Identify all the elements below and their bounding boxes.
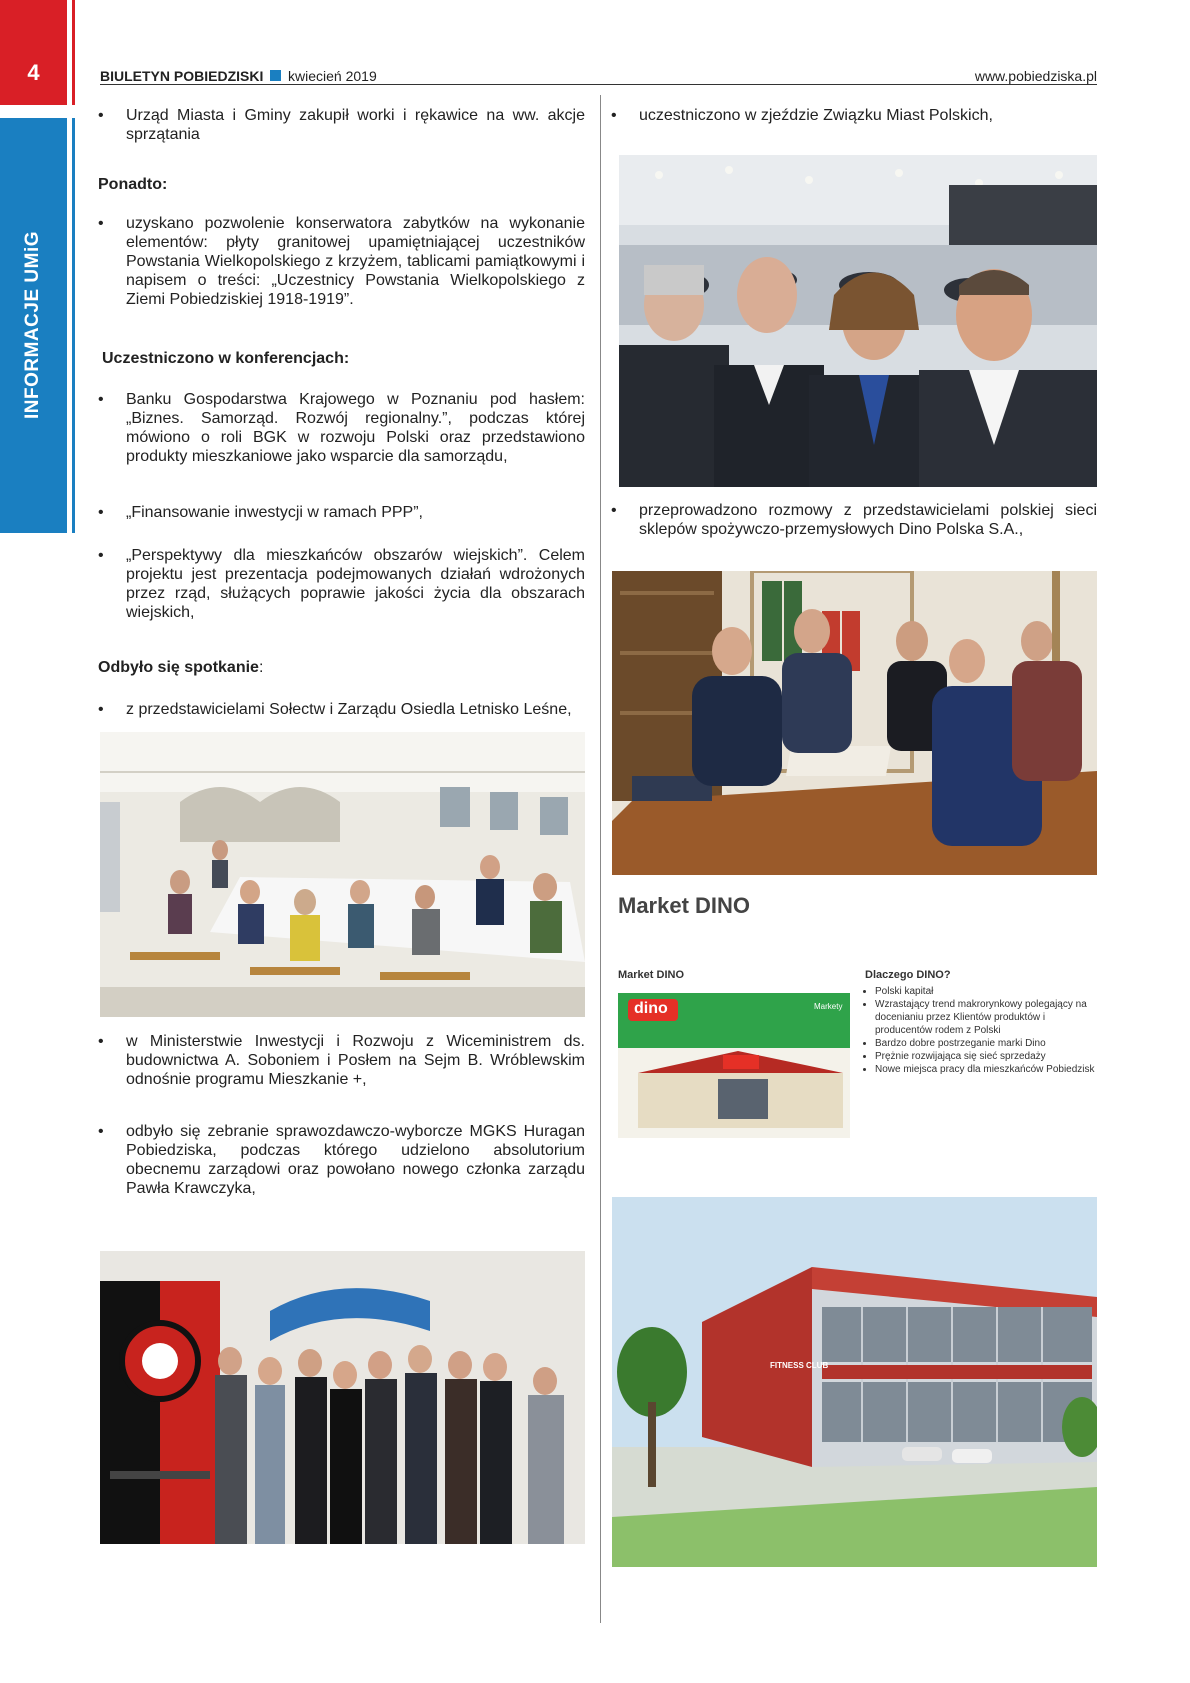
dino-logo: dino	[634, 1000, 668, 1017]
bullet-icon: •	[98, 701, 104, 718]
slide-point: • Prężnie rozwijająca się sieć sprzedaży	[875, 1050, 1097, 1063]
bullet-icon: •	[98, 391, 104, 408]
slide-left-label: Market DINO	[618, 969, 685, 981]
page-number: 4	[27, 60, 40, 85]
bullet-icon: •	[98, 504, 104, 521]
list-item: • „Finansowanie inwestycji w ramach PPP”,	[98, 504, 423, 521]
bullet-icon: •	[98, 107, 104, 124]
page-number-tab	[0, 0, 67, 105]
slide-title: Market DINO	[618, 893, 751, 918]
publication-title: BIULETYN POBIEDZISKI	[100, 68, 264, 84]
list-item: • z przedstawicielami Sołectw i Zarządu Osiedla Letnisko Leśne,	[98, 701, 572, 718]
issue-date: kwiecień 2019	[288, 68, 377, 84]
bullet-icon: •	[611, 107, 617, 124]
subheading-konferencje: Uczestniczono w konferencjach:	[102, 350, 350, 367]
slide-right-title: Dlaczego DINO?	[865, 969, 951, 981]
slide-points	[865, 985, 1097, 1076]
list-item: • „Perspektywy dla mieszkańców obszarów wiejskich”. Celem projektu jest prezentacja podejmowanych działań wdrożonych przez rząd, służących poprawie jakości życia dla obszarach wiejskich,	[98, 547, 585, 621]
photo-solectwa-meeting	[100, 732, 585, 1017]
slide-market-dino	[612, 893, 1097, 1163]
slide-point: • Wzrastający trend makrorynkowy polegający na docenianiu przez Klientów produktów i producentów rodem z Polski	[875, 998, 1097, 1037]
photo-union-of-cities	[619, 155, 1097, 487]
list-item: • Banku Gospodarstwa Krajowego w Poznaniu pod hasłem: „Biznes. Samorząd. Rozwój regionalny.”, podczas której mówiono o roli BGK w rozwoju Polski oraz przedstawiono produkty mieszkaniowe jako wsparcie dla samorządu,	[98, 391, 585, 465]
website-link[interactable]: www.pobiedziska.pl	[974, 68, 1097, 84]
slide-point: • Nowe miejsca pracy dla mieszkańców Pobiedzisk	[875, 1063, 1097, 1076]
subheading-spotkanie: Odbyło się spotkanie:	[98, 659, 264, 676]
list-item: • uczestniczono w zjeździe Związku Miast Polskich,	[611, 107, 993, 124]
photo-mgks-huragan-group	[100, 1251, 585, 1544]
list-item: • uzyskano pozwolenie konserwatora zabytków na wykonanie elementów: płyty granitowej upamiętniającej uczestników Powstania Wielkopolskiego z krzyżem, tablicami pamiątkowymi i napisem o treści: „Uczestnicy Powstania Wielkopolskiego z Ziemi Pobiedziskiej 1918-1919”.	[98, 215, 585, 308]
dino-store-illustration	[618, 993, 850, 1138]
bullet-icon: •	[611, 502, 617, 519]
dino-banner: Markety	[814, 1002, 843, 1011]
bullet-icon: •	[98, 1123, 104, 1140]
list-item: • przeprowadzono rozmowy z przedstawicielami polskiej sieci sklepów spożywczo-przemysłowych Dino Polska S.A.,	[611, 502, 1097, 538]
photo-fitness-club-rendering	[612, 1197, 1097, 1567]
bullet-icon: •	[98, 1033, 104, 1050]
fitness-club-sign: FITNESS CLUB	[770, 1361, 829, 1370]
bullet-icon: •	[98, 215, 104, 232]
photo-dino-meeting	[612, 571, 1097, 875]
subheading-ponadto: Ponadto:	[98, 176, 168, 193]
list-item: • w Ministerstwie Inwestycji i Rozwoju z Wiceministrem ds. budownictwa A. Soboniem i Posłem na Sejm B. Wróblewskim odnośnie programu Mieszkanie +,	[98, 1033, 585, 1088]
list-item: • odbyło się zebranie sprawozdawczo-wyborcze MGKS Huragan Pobiedziska, podczas którego udzielono absolutorium obecnemu zarządowi oraz powołano nowego członka zarządu Pawła Krawczyka,	[98, 1123, 585, 1197]
bullet-icon: •	[98, 547, 104, 564]
column-divider	[600, 95, 601, 1623]
slide-point: • Polski kapitał	[875, 985, 1097, 998]
list-item: • Urząd Miasta i Gminy zakupił worki i rękawice na ww. akcje sprzątania	[98, 107, 585, 143]
side-divider-blue	[72, 118, 75, 533]
section-label: INFORMACJE UMiG	[22, 231, 43, 419]
slide-point: • Bardzo dobre postrzeganie marki Dino	[875, 1037, 1097, 1050]
side-divider-red	[72, 0, 75, 105]
